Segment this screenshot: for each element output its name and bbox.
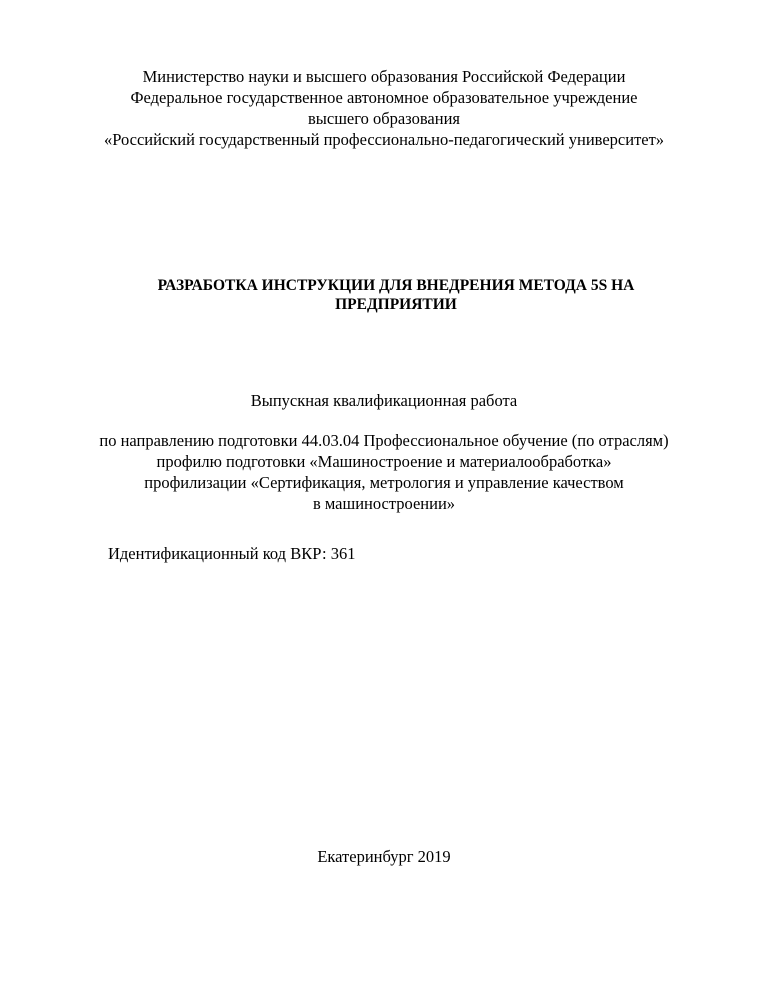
study-direction [0, 430, 768, 514]
education-level-line: высшего образования [308, 109, 460, 128]
specialization-line: профилизации «Сертификация, метрология и управление качеством [144, 473, 624, 492]
thesis-title [96, 276, 696, 314]
profile-line: профилю подготовки «Машиностроение и материалообработка» [156, 452, 612, 471]
university-name-line: «Российский государственный профессионально-педагогический университет» [103, 130, 665, 149]
ministry-line: Министерство науки и высшего образования Российской Федерации [142, 67, 626, 86]
direction-line: по направлению подготовки 44.03.04 Профессиональное обучение (по отраслям) [99, 431, 669, 450]
thesis-title-line-2: ПРЕДПРИЯТИИ [335, 296, 457, 313]
institution-type-line: Федеральное государственное автономное образовательное учреждение [130, 88, 638, 107]
thesis-id-code: Идентификационный код ВКР: 361 [108, 544, 356, 563]
city-year: Екатеринбург 2019 [317, 847, 451, 866]
work-type [0, 390, 768, 411]
specialization-line-continued: в машиностроении» [312, 494, 456, 513]
organization-header [0, 66, 768, 150]
footer [0, 846, 768, 867]
thesis-title-line-1: РАЗРАБОТКА ИНСТРУКЦИИ ДЛЯ ВНЕДРЕНИЯ МЕТОДА 5S НА [157, 277, 635, 294]
work-type-label: Выпускная квалификационная работа [250, 391, 518, 410]
